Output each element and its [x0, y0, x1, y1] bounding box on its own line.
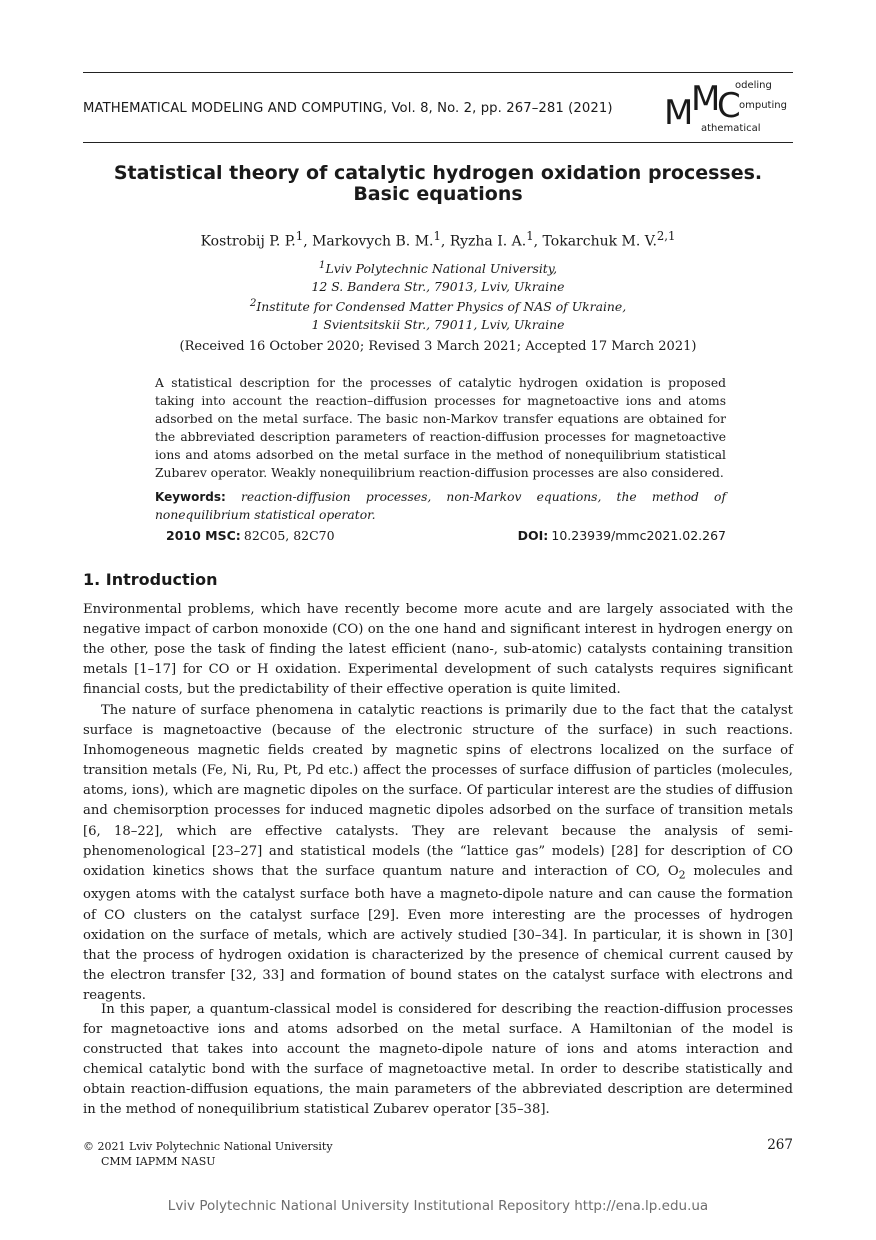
- mmc-logo: [664, 80, 794, 138]
- repository-watermark: Lviv Polytechnic National University Institutional Repository http://ena.lp.edu.ua: [167, 1198, 709, 1214]
- msc-classification: [166, 528, 335, 544]
- logo-letter-m2: M: [691, 79, 721, 119]
- section-heading: [83, 570, 218, 589]
- affiliation-2-line-1: [83, 295, 793, 316]
- title-line-1: Statistical theory of catalytic hydrogen oxidation processes.: [113, 162, 763, 184]
- affiliation-mark: 1: [318, 259, 326, 271]
- journal-header: [83, 101, 613, 116]
- copyright-text: © 2021 Lviv Polytechnic National University: [83, 1140, 333, 1153]
- affiliation-2-line-2: 1 Svientsitskii Str., 79011, Lviv, Ukraine: [311, 317, 565, 333]
- logo-letter-m1: M: [664, 93, 694, 133]
- keywords: [155, 488, 726, 524]
- author-separator: ,: [533, 233, 543, 250]
- received-dates: (Received 16 October 2020; Revised 3 March 2021; Accepted 17 March 2021): [179, 339, 697, 354]
- author-name: Ryzha I. A.: [449, 233, 527, 250]
- msc-value: 82C05, 82C70: [243, 528, 335, 543]
- author-separator: ,: [440, 233, 450, 250]
- paragraph-1: [83, 600, 793, 700]
- title-line-2: Basic equations: [353, 183, 523, 205]
- paragraph-text: [83, 701, 793, 1006]
- author-name: Markovych B. M.: [312, 233, 434, 250]
- affiliation-1-line-2: 12 S. Bandera Str., 79013, Lviv, Ukraine: [311, 278, 565, 294]
- author-name: Kostrobij P. P.: [200, 233, 296, 250]
- header-top-rule: [83, 72, 793, 73]
- author-name: Tokarchuk M. V.: [542, 233, 657, 250]
- doi-label: DOI:: [517, 528, 549, 543]
- author-separator: ,: [303, 233, 313, 250]
- logo-text-modeling: odeling: [735, 80, 772, 91]
- affiliations: [83, 257, 793, 334]
- subscript: 2: [678, 868, 686, 882]
- affiliation-text: Institute for Condensed Matter Physics of NAS of Ukraine,: [256, 299, 627, 315]
- doi: [518, 528, 726, 544]
- paragraph-text: Environmental problems, which have recently become more acute and are largely associated with the negative impact of carbon monoxide (CO) on the one hand and significant interest in hydrogen energy on the other, pose the task of finding the latest efficient (nano-, sub-atomic) catalysts containing transition metals [1–17] for CO or H oxidation. Experimental development of such catalysts requires significant financial costs, but the predictability of their effective operation is quite limited.: [83, 602, 793, 698]
- paper-title: [83, 163, 793, 205]
- paragraph-2: [83, 701, 793, 1006]
- author-affiliation-mark: 2,1: [656, 229, 676, 243]
- section-number: 1.: [83, 570, 101, 589]
- header-bottom-rule: [83, 142, 793, 143]
- logo-text-mathematical: athematical: [701, 123, 761, 134]
- affiliation-1-line-1: [83, 257, 793, 278]
- paragraph-text-part-2: molecules and oxygen atoms with the catalyst surface both have a magneto-dipole nature and can cause the formation of CO clusters on the catalyst surface [29]. Even more interesting are the processes of hydrogen oxidation on the surface of metals, which are actively studied [30–34]. In particular, it is shown in [30] that the process of hydrogen oxidation is characterized by the presence of chemical current caused by the electron transfer [32, 33] and formation of bound states on the catalyst surface with electrons and reagents.: [83, 863, 793, 1003]
- affiliation-text: Lviv Polytechnic National University,: [325, 261, 558, 277]
- journal-name: MATHEMATICAL MODELING AND COMPUTING,: [83, 101, 388, 116]
- paragraph-text-part-1: The nature of surface phenomena in catalytic reactions is primarily due to the fact that the catalyst surface is magnetoactive (because of the electronic structure of the surface) in such reactions. Inhomogeneous magnetic fields created by magnetic spins of electrons localized on the surface of transition metals (Fe, Ni, Ru, Pt, Pd etc.) affect the processes of surface diffusion of particles (molecules, atoms, ions), which are magnetic dipoles on the surface. Of particular interest are the studies of diffusion and chemisorption processes for induced magnetic dipoles adsorbed on the surface of transition metals [6, 18–22], which are effective catalysts. They are relevant because the analysis of semi-phenomenological [23–27] and statistical models (the “lattice gas” models) [28] for description of CO oxidation kinetics shows that the surface quantum nature and interaction of CO, O: [83, 703, 793, 879]
- msc-label: 2010 MSC:: [166, 528, 241, 543]
- journal-volume: Vol. 8, No. 2, pp. 267–281 (2021): [391, 101, 613, 116]
- keywords-label: Keywords:: [155, 490, 226, 504]
- author-list: [83, 229, 793, 250]
- publisher-text: CMM IAPMM NASU: [101, 1155, 216, 1168]
- section-title: Introduction: [105, 570, 218, 589]
- author-affiliation-mark: 1: [433, 229, 441, 243]
- keywords-value: reaction-diffusion processes, non-Markov equations, the method of nonequilibrium statistical operator.: [155, 490, 726, 523]
- abstract: A statistical description for the processes of catalytic hydrogen oxidation is proposed taking into account the reaction–diffusion processes for magnetoactive ions and atoms adsorbed on the metal surface. The basic non-Markov transfer equations are obtained for the abbreviated description parameters of reaction-diffusion processes for magnetoactive ions and atoms adsorbed on the metal surface in the method of nonequilibrium statistical Zubarev operator. Weakly nonequilibrium reaction-diffusion processes are also considered.: [155, 376, 726, 481]
- logo-letter-c: C: [717, 86, 741, 126]
- author-affiliation-mark: 1: [295, 229, 304, 243]
- logo-text-computing: omputing: [739, 100, 787, 111]
- affiliation-mark: 2: [249, 297, 257, 310]
- doi-value[interactable]: 10.23939/mmc2021.02.267: [551, 528, 726, 543]
- paragraph-text: In this paper, a quantum-classical model is considered for describing the reaction-diffusion processes for magnetoactive ions and atoms adsorbed on the metal surface. A Hamiltonian of the model is constructed that takes into account the magneto-dipole nature of ions and atoms interaction and chemical catalytic bond with the surface of magnetoactive metal. In order to describe statistically and obtain reaction-diffusion equations, the main parameters of the abbreviated description are determined in the method of nonequilibrium statistical Zubarev operator [35–38].: [83, 1002, 793, 1118]
- page-number: 267: [767, 1137, 793, 1153]
- paragraph-3: [83, 1000, 793, 1121]
- footer-copyright: [83, 1139, 333, 1169]
- author-affiliation-mark: 1: [526, 229, 534, 243]
